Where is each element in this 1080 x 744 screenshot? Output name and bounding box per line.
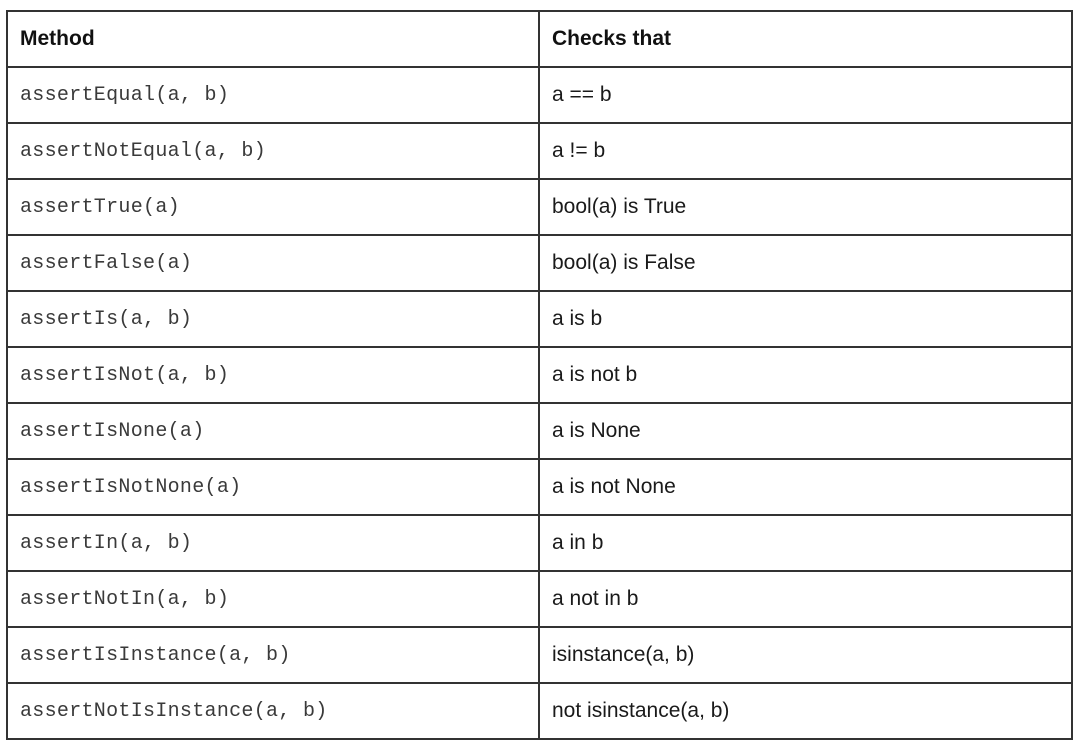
checks-cell: a == b	[539, 67, 1072, 123]
table-row	[7, 571, 1072, 627]
checks-cell: not isinstance(a, b)	[539, 683, 1072, 739]
table-row	[7, 627, 1072, 683]
table-row	[7, 515, 1072, 571]
checks-cell: bool(a) is False	[539, 235, 1072, 291]
header-method: Method	[7, 11, 539, 67]
table-row	[7, 123, 1072, 179]
table-row	[7, 179, 1072, 235]
method-cell: assertNotIsInstance(a, b)	[7, 683, 539, 739]
checks-cell: a in b	[539, 515, 1072, 571]
table-row	[7, 683, 1072, 739]
method-cell: assertIsInstance(a, b)	[7, 627, 539, 683]
method-cell: assertFalse(a)	[7, 235, 539, 291]
checks-cell: a is not None	[539, 459, 1072, 515]
checks-cell: a is b	[539, 291, 1072, 347]
method-cell: assertIsNone(a)	[7, 403, 539, 459]
method-cell: assertIn(a, b)	[7, 515, 539, 571]
table-row	[7, 67, 1072, 123]
method-cell: assertIs(a, b)	[7, 291, 539, 347]
checks-cell: a != b	[539, 123, 1072, 179]
method-cell: assertIsNot(a, b)	[7, 347, 539, 403]
checks-cell: bool(a) is True	[539, 179, 1072, 235]
header-checks-that: Checks that	[539, 11, 1072, 67]
table-row	[7, 347, 1072, 403]
checks-cell: a not in b	[539, 571, 1072, 627]
method-cell: assertEqual(a, b)	[7, 67, 539, 123]
method-cell: assertTrue(a)	[7, 179, 539, 235]
method-cell: assertIsNotNone(a)	[7, 459, 539, 515]
table-row	[7, 235, 1072, 291]
checks-cell: a is None	[539, 403, 1072, 459]
table-row	[7, 459, 1072, 515]
table-row	[7, 403, 1072, 459]
checks-cell: isinstance(a, b)	[539, 627, 1072, 683]
table-row	[7, 291, 1072, 347]
method-cell: assertNotIn(a, b)	[7, 571, 539, 627]
table-header-row	[7, 11, 1072, 67]
method-cell: assertNotEqual(a, b)	[7, 123, 539, 179]
assert-methods-table	[6, 10, 1073, 740]
checks-cell: a is not b	[539, 347, 1072, 403]
